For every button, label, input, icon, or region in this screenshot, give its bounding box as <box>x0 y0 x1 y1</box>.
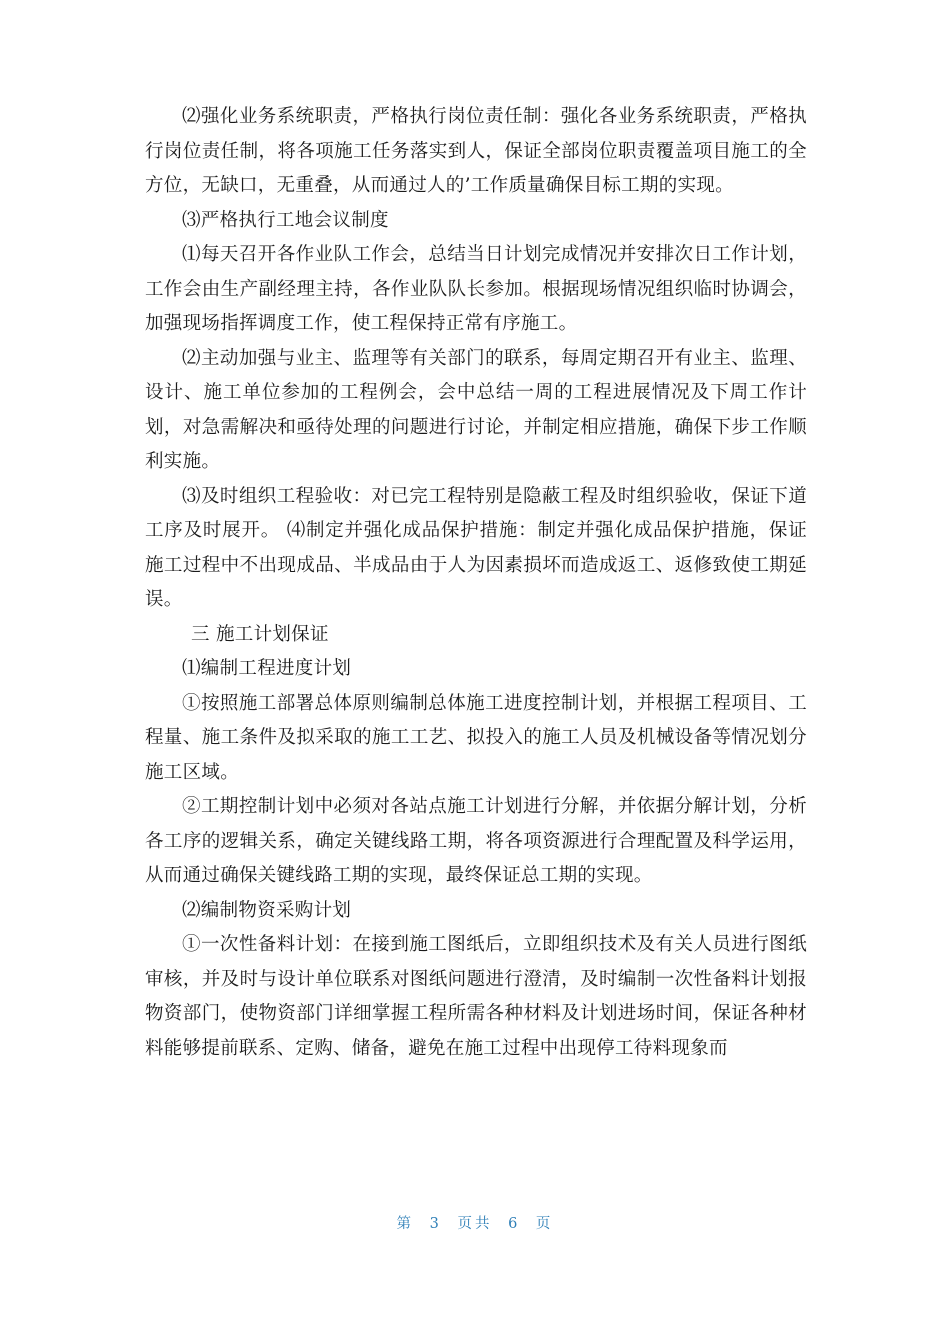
paragraph-overall-schedule: ①按照施工部署总体原则编制总体施工进度控制计划，并根据工程项目、工程量、施工条件及拟采取的施工工艺、拟投入的施工人员及机械设备等情况划分施工区域。 <box>145 692 807 783</box>
paragraph-procurement-heading: ⑵编制物资采购计划 <box>182 899 352 921</box>
paragraph-weekly-meeting: ⑵主动加强与业主、监理等有关部门的联系，每周定期召开有业主、监理、设计、施工单位参加的工程例会，会中总结一周的工程进展情况及下周工作计划，对急需解决和亟待处理的问题进行讨论，并制定相应措施，确保下步工作顺利实施。 <box>145 347 807 472</box>
paragraph-progress-plan-heading: ⑴编制工程进度计划 <box>182 658 352 679</box>
section-heading-plan-guarantee: 三 施工计划保证 <box>191 623 329 645</box>
page-footer-number: 第 3 页共 6 页 <box>396 1216 554 1232</box>
paragraph-schedule-breakdown: ②工期控制计划中必须对各站点施工计划进行分解，并依据分解计划，分析各工序的逻辑关系，确定关键线路工期，将各项资源进行合理配置及科学运用，从而通过确保关键线路工期的实现，最终保证总工期的实现。 <box>145 796 807 886</box>
paragraph-meeting-system-heading: ⑶严格执行工地会议制度 <box>182 209 389 231</box>
document-body <box>145 100 807 1066</box>
paragraph-responsibility: ⑵强化业务系统职责，严格执行岗位责任制：强化各业务系统职责，严格执行岗位责任制，将各项施工任务落实到人，保证全部岗位职责覆盖项目施工的全方位，无缺口，无重叠，从而通过人的’工作质量确保目标工期的实现。 <box>145 106 807 196</box>
paragraph-daily-meeting: ⑴每天召开各作业队工作会，总结当日计划完成情况并安排次日工作计划，工作会由生产副经理主持，各作业队队长参加。根据现场情况组织临时协调会，加强现场指挥调度工作，使工程保持正常有序施工。 <box>145 244 807 334</box>
paragraph-acceptance-protection: ⑶及时组织工程验收：对已完工程特别是隐蔽工程及时组织验收，保证下道工序及时展开。 ⑷制定并强化成品保护措施：制定并强化成品保护措施，保证施工过程中不出现成品、半成品由于人为因素损坏而造成返工、返修致使工期延误。 <box>145 485 807 610</box>
paragraph-material-plan: ①一次性备料计划：在接到施工图纸后，立即组织技术及有关人员进行图纸审核，并及时与设计单位联系对图纸问题进行澄清，及时编制一次性备料计划报物资部门，使物资部门详细掌握工程所需各种材料及计划进场时间，保证各种材料能够提前联系、定购、储备，避免在施工过程中出现停工待料现象而 <box>145 934 807 1059</box>
